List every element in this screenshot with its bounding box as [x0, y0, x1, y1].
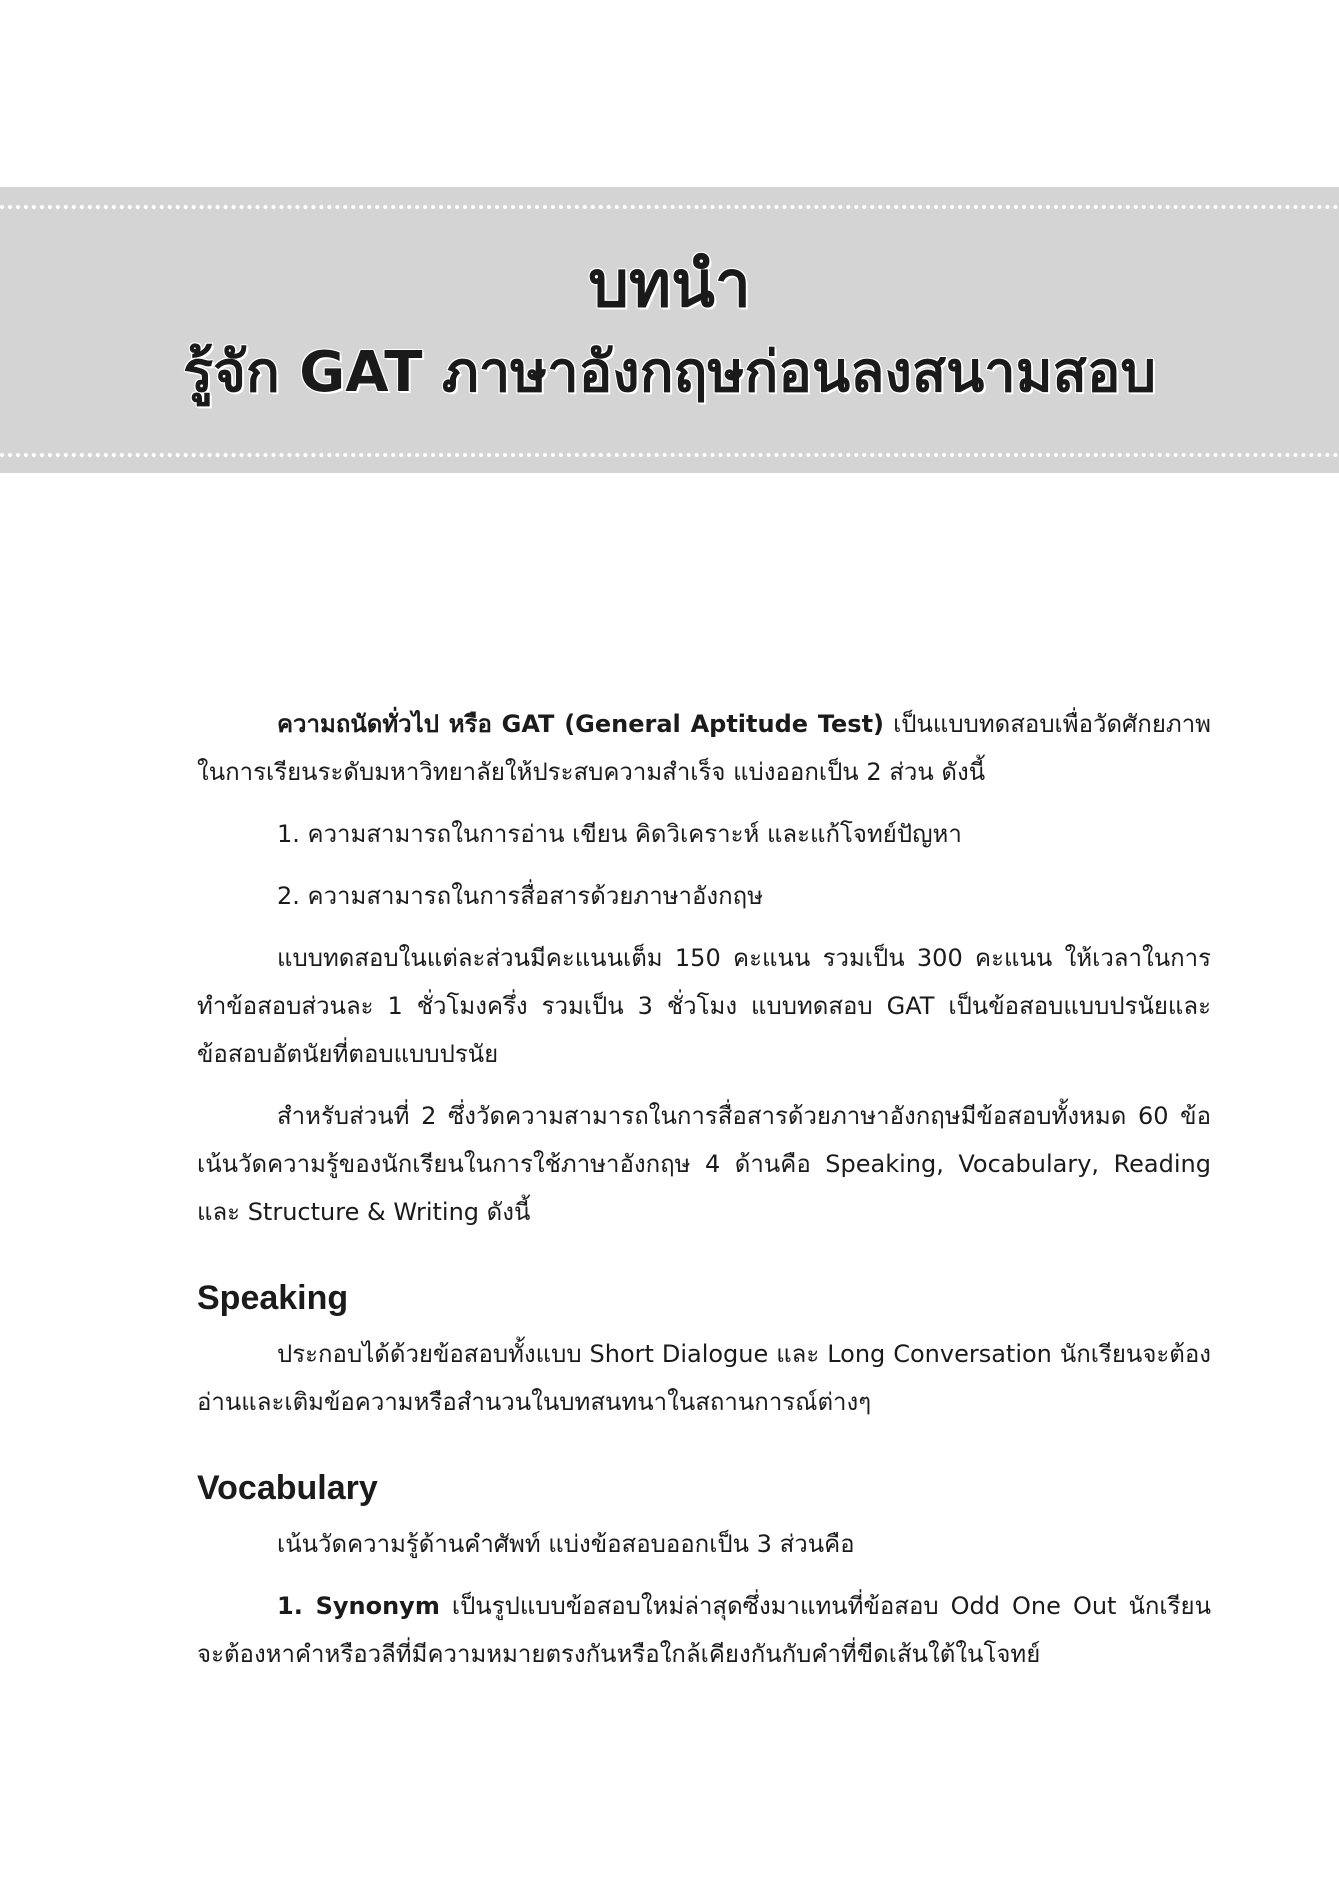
- list-item: 2. ความสามารถในการสื่อสารด้วยภาษาอังกฤษ: [277, 882, 764, 910]
- chapter-subtitle: รู้จัก GAT ภาษาอังกฤษก่อนลงสนามสอบ: [182, 340, 1157, 405]
- dotted-line-bottom: [0, 453, 1339, 457]
- synonym-bold: 1. Synonym: [277, 1592, 440, 1620]
- vocabulary-paragraph: เน้นวัดความรู้ด้านคำศัพท์ แบ่งข้อสอบออกเป็น 3 ส่วนคือ: [277, 1530, 855, 1558]
- score-paragraph: แบบทดสอบในแต่ละส่วนมีคะแนนเต็ม 150 คะแนน รวมเป็น 300 คะแนน ให้เวลาในการทำข้อสอบส่วนละ 1 ชั่วโมงครึ่ง รวมเป็น 3 ชั่วโมง แบบทดสอบ GAT เป็นข้อสอบแบบปรนัยและข้อสอบอัตนัยที่ตอบแบบปรนัย: [197, 944, 1211, 1068]
- intro-text: เป็นแบบทดสอบเพื่อวัดศักยภาพในการเรียนระดับมหาวิทยาลัยให้ประสบความสำเร็จ แบ่งออกเป็น 2 ส่วน ดังนี้: [197, 710, 1212, 786]
- speaking-heading: Speaking: [197, 1279, 349, 1317]
- intro-paragraph: [197, 700, 1211, 796]
- synonym-paragraph: [197, 1582, 1211, 1678]
- vocabulary-heading: Vocabulary: [197, 1469, 378, 1507]
- list-item: 1. ความสามารถในการอ่าน เขียน คิดวิเคราะห์ และแก้โจทย์ปัญหา: [277, 820, 962, 848]
- chapter-title: บทนำ: [588, 248, 751, 322]
- title-banner: [0, 187, 1339, 473]
- part2-paragraph: สำหรับส่วนที่ 2 ซึ่งวัดความสามารถในการสื่อสารด้วยภาษาอังกฤษมีข้อสอบทั้งหมด 60 ข้อ เน้นวัดความรู้ของนักเรียนในการใช้ภาษาอังกฤษ 4 ด้านคือ Speaking, Vocabulary, Reading และ Structure & Writing ดังนี้: [197, 1102, 1211, 1226]
- synonym-text: เป็นรูปแบบข้อสอบใหม่ล่าสุดซึ่งมาแทนที่ข้อสอบ Odd One Out นักเรียนจะต้องหาคำหรือวลีที่มีความหมายตรงกันหรือใกล้เคียงกันกับคำที่ขีดเส้นใต้ในโจทย์: [197, 1592, 1211, 1668]
- intro-bold: ความถนัดทั่วไป หรือ GAT (General Aptitude Test): [277, 710, 885, 738]
- dotted-line-top: [0, 205, 1339, 209]
- body-content: [197, 700, 1211, 1692]
- speaking-paragraph: ประกอบได้ด้วยข้อสอบทั้งแบบ Short Dialogue และ Long Conversation นักเรียนจะต้องอ่านและเติมข้อความหรือสำนวนในบทสนทนาในสถานการณ์ต่างๆ: [197, 1340, 1211, 1416]
